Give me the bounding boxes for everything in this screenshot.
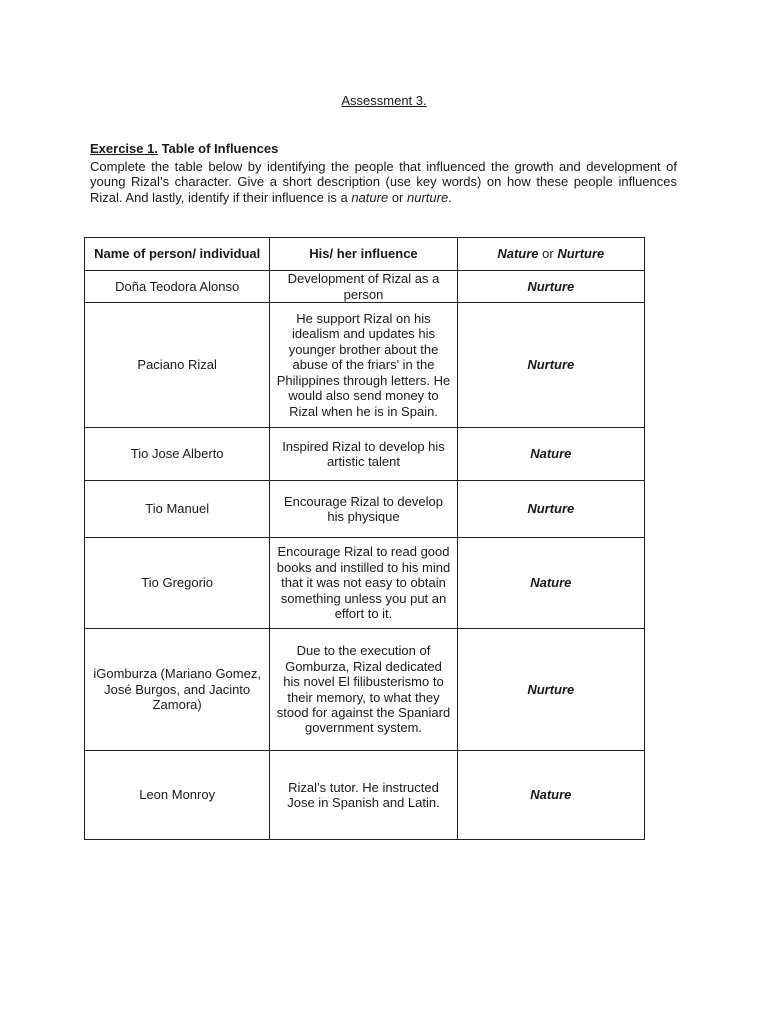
row-name: Tio Manuel	[85, 481, 270, 538]
row-influence: Rizal’s tutor. He instructed Jose in Spanish and Latin.	[270, 751, 457, 840]
influences-table	[84, 237, 645, 840]
table-header-row	[85, 238, 645, 271]
row-influence: Due to the execution of Gomburza, Rizal dedicated his novel El filibusterismo to their memory, to what they stood for against the Spaniard government system.	[270, 629, 457, 751]
header-name: Name of person/ individual	[85, 238, 270, 271]
row-type: Nurture	[457, 629, 644, 751]
header-type	[457, 238, 644, 271]
table-row	[85, 481, 645, 538]
instructions-nurture: nurture	[407, 189, 449, 205]
row-name: iGomburza (Mariano Gomez, José Burgos, and Jacinto Zamora)	[85, 629, 270, 751]
row-name: Leon Monroy	[85, 751, 270, 840]
row-type: Nurture	[457, 303, 644, 428]
row-type: Nature	[457, 751, 644, 840]
header-type-nurture: Nurture	[557, 246, 605, 262]
row-name: Tio Gregorio	[85, 538, 270, 629]
row-influence: Encourage Rizal to read good books and instilled to his mind that it was not easy to obtain something unless you put an effort to it.	[270, 538, 457, 629]
header-influence: His/ her influence	[270, 238, 457, 271]
exercise-number: Exercise 1.	[90, 141, 158, 156]
header-type-or: or	[538, 246, 558, 262]
instructions-nature: nature	[351, 189, 389, 205]
row-influence: Encourage Rizal to develop his physique	[270, 481, 457, 538]
instructions-or: or	[388, 189, 407, 205]
row-type: Nurture	[457, 271, 644, 303]
table-row	[85, 303, 645, 428]
row-name: Paciano Rizal	[85, 303, 270, 428]
row-influence: Inspired Rizal to develop his artistic talent	[270, 428, 457, 481]
exercise-heading	[90, 141, 278, 156]
row-influence: Development of Rizal as a person	[270, 271, 457, 303]
exercise-instructions	[90, 159, 677, 205]
instructions-end: .	[448, 189, 452, 205]
row-type: Nature	[457, 538, 644, 629]
document-title	[0, 93, 768, 108]
table-row	[85, 629, 645, 751]
instructions-text: Complete the table below by identifying the people that influenced the growth and development of young Rizal’s character. Give a short description (use key words) on how these people influences Rizal. And lastly, identify if their influence is a	[90, 159, 677, 205]
row-type: Nature	[457, 428, 644, 481]
row-influence: He support Rizal on his idealism and updates his younger brother about the abuse of the friars' in the Philippines through letters. He would also send money to Rizal when he is in Spain.	[270, 303, 457, 428]
table-row	[85, 538, 645, 629]
table-row	[85, 751, 645, 840]
exercise-title: Table of Influences	[161, 141, 279, 156]
row-type: Nurture	[457, 481, 644, 538]
table-row	[85, 271, 645, 303]
row-name: Tio Jose Alberto	[85, 428, 270, 481]
header-type-nature: Nature	[497, 246, 539, 262]
row-name: Doña Teodora Alonso	[85, 271, 270, 303]
table-row	[85, 428, 645, 481]
document-title-text: Assessment 3.	[341, 93, 427, 108]
